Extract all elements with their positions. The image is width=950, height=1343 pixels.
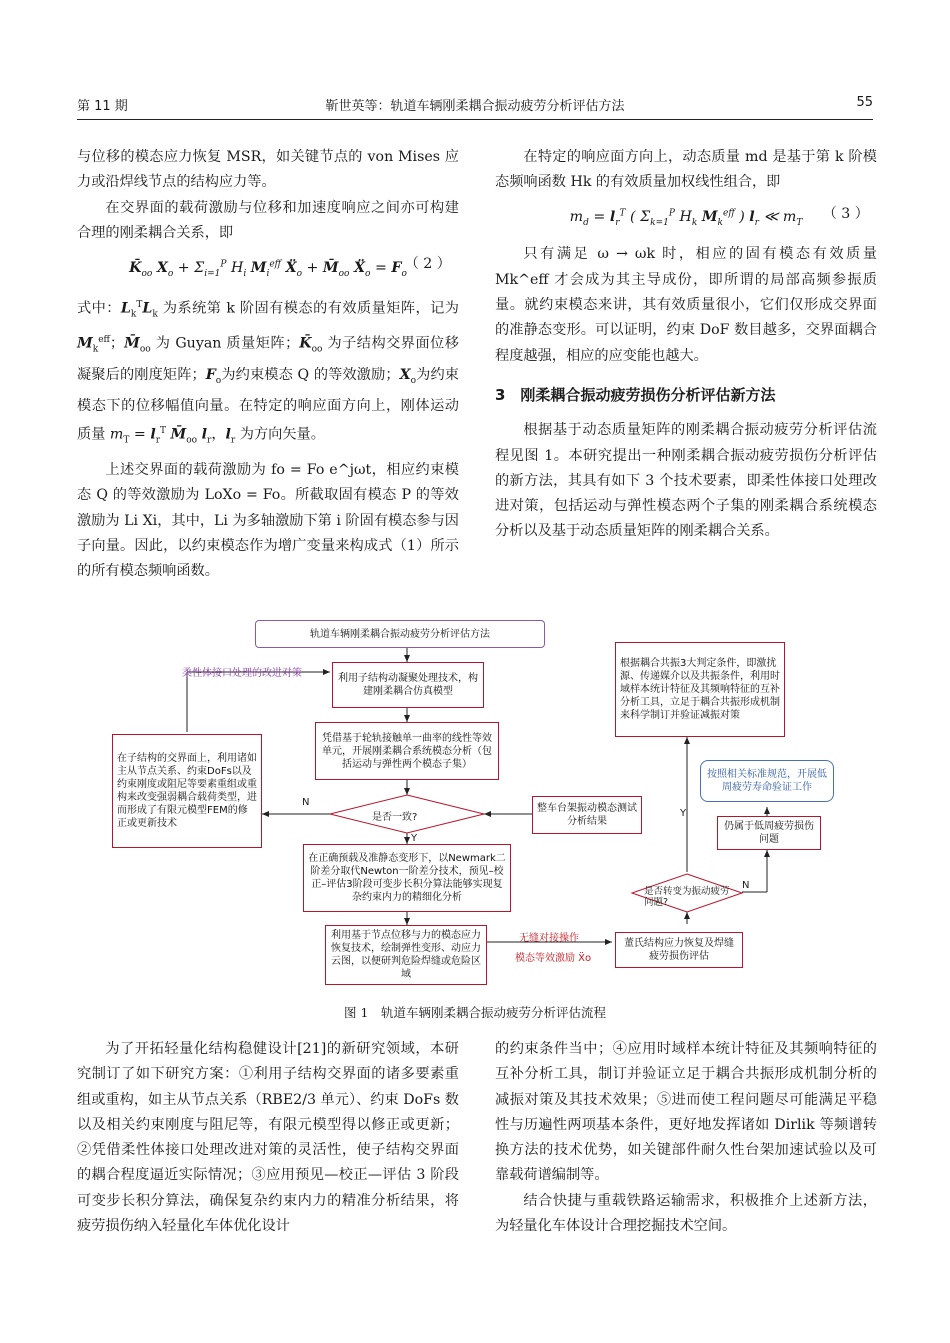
flow-box-modal-analysis: 凭借基于轮轨接触单一曲率的线性等效单元，开展刚柔耦合系统模态分析（包括运动与弹性两个模态子集） (315, 722, 499, 780)
left-column-bottom (77, 1037, 459, 1239)
running-header (77, 95, 873, 117)
section-heading: 3 刚柔耦合振动疲劳损伤分析评估新方法 (495, 385, 776, 404)
flow-box-low-cycle-validation: 按照相关标准规范，开展低周疲劳寿命验证工作 (700, 760, 834, 802)
running-title: 靳世英等：轨道车辆刚柔耦合振动疲劳分析评估方法 (325, 99, 625, 114)
equation-2: $K̄_{oo}$ $X_o + \Sigma_{i=1}^P$ $H_i$ $M_i^{eff}$ Ẍ$_o$ + $M̄_{oo}$ Ẍ$_o$ = $F_o$ （ 2 ） (77, 252, 459, 287)
issue-number: 第 11 期 (77, 99, 128, 114)
flow-box-integration: 在正确预载及准静态变形下，以Newmark二阶差分取代Newton一阶差分技术，预见–校正–评估3阶段可变步长积分算法能够实现复杂约束内力的精细化分析 (303, 844, 511, 912)
right-column-top (495, 145, 877, 545)
decision-1-no: N (302, 797, 310, 808)
decision-2-yes: Y (680, 808, 687, 819)
decision-2-no: N (742, 880, 750, 891)
para: 的约束条件当中；④应用时域样本统计特征及其频响特征的互补分析工具，制订并验证立足于耦合共振形成机制分析的减振对策及其技术效果；⑤进而使工程问题尽可能满足平稳性与历遍性两项基本条件，更好地发挥诸如 Dirlik 等频谱转换方法的技术优势，如关键部件耐久性台架加速试验以及可靠载荷谱编制等。 (495, 1041, 877, 1184)
flow-box-stress-recovery: 利用基于节点位移与力的模态应力恢复技术，绘制弹性变形、动应力云图，以便研判危险焊缝或危险区域 (325, 925, 487, 985)
seamless-label: 无缝对接操作 (519, 933, 579, 944)
decision-2-text: 是否转变为振动疲劳问题? (644, 886, 730, 908)
flow-box-bench-test: 整车台架振动模态测试分析结果 (532, 796, 642, 834)
right-column-bottom (495, 1037, 877, 1239)
flow-box-weld-fatigue: 董氏结构应力恢复及焊缝疲劳损伤评估 (615, 932, 743, 968)
flow-title-box: 轨道车辆刚柔耦合振动疲劳分析评估方法 (255, 620, 545, 648)
flow-box-fem-update: 在子结构的交界面上，利用诸如主从节点关系、约束DoFs以及约束刚度或阻尼等要素重组或重构来改变强弱耦合载荷类型，进而形成了有限元模型FEM的修正或更新技术 (112, 734, 262, 848)
equation-number: （ 3 ） (822, 205, 869, 222)
decision-1-text: 是否一致? (372, 812, 418, 823)
header-rule (77, 119, 873, 120)
para: 结合快捷与重载铁路运输需求，积极推介上述新方法，为轻量化车体设计合理挖掘技术空间。 (495, 1192, 877, 1235)
para: 只有满足 ω → ωk 时，相应的固有模态有效质量 Mk^eff 才会成为其主导成份，即所谓的局部高频参振质量。就约束模态来讲，其有效质量很小，它们仅形成交界面的准静态变形。可以证明，约束 DoF 数目越多，交界面耦合程度越强，相应的应变能也越大。 (495, 246, 877, 364)
page-number: 55 (856, 95, 873, 110)
equation-3: $m_d = l_r^T$ ( $\Sigma_{k=1}^P$ $H_k$ $M_k^{eff}$ ) $l_r$ ≪ $m_T$ （ 3 ） (495, 202, 877, 237)
figure-caption: 图 1 轨道车辆刚柔耦合振动疲劳分析评估流程 (344, 1005, 606, 1020)
flow-box-low-cycle: 仍属于低周疲劳损伤问题 (717, 816, 821, 850)
para: 上述交界面的载荷激励为 fo = Fo e^jωt，相应约束模态 Q 的等效激励为 LoXo = Fo。所截取固有模态 P 的等效激励为 Li Xi，其中，Li 为多轴激励下第 i 阶固有模态参与因子向量。因此，以约束模态作为增广变量来构成式（1）所示的所有模态频响函数。 (77, 462, 459, 580)
para: 与位移的模态应力恢复 MSR，如关键节点的 von Mises 应力或沿焊线节点的结构应力等。 (77, 149, 459, 191)
flex-interface-label: 柔性体接口处理的改进对策 (182, 668, 302, 679)
flow-box-resonance: 根据耦合共振3大判定条件，即激扰源、传递媒介以及共振条件，利用时域样本统计特征及其频响特征的互补分析工具，立足于耦合共振形成机制来科学制订并验证减振对策 (615, 642, 785, 737)
excitation-label: 模态等效激励 Ẍo (515, 953, 592, 964)
left-column-top (77, 145, 459, 585)
para: 在交界面的载荷激励与位移和加速度响应之间亦可构建合理的刚柔耦合关系，即 (77, 199, 459, 241)
para: 根据基于动态质量矩阵的刚柔耦合振动疲劳分析评估流程见图 1。本研究提出一种刚柔耦合振动疲劳损伤分析评估的新方法，其具有如下 3 个技术要素，即柔性体接口处理改进对策，包括运动与弹性模态两个子集的刚柔耦合系统模态分析以及基于动态质量矩阵的刚柔耦合关系。 (495, 422, 877, 540)
equation-number: （ 2 ） (404, 256, 451, 273)
para: 在特定的响应面方向上，动态质量 md 是基于第 k 阶模态频响函数 Hk 的有效质量加权线性组合，即 (495, 149, 877, 191)
para: 为了开拓轻量化结构稳健设计[21]的新研究领域，本研究制订了如下研究方案：①利用子结构交界面的诸多要素重组或重构，如主从节点关系（RBE2/3 单元）、约束 DoFs 数以及相关约束刚度与阻尼等，有限元模型得以修正或更新；②凭借柔性体接口处理改进对策的灵活性，使子结构交界面的耦合程度逼近实际情况；③应用预见—校正—评估 3 阶段可变步长积分算法，确保复杂约束内力的精准分析结果，将疲劳损伤纳入轻量化车体优化设计 (77, 1041, 459, 1235)
flowchart (77, 612, 877, 992)
para: 式中：$L_k^TL_k$ 为系统第 k 阶固有模态的有效质量矩阵，记为 $M_k^{eff}$；$M̄_{oo}$ 为 Guyan 质量矩阵；$K̄_{oo}$ 为子结构交界面位移凝聚后的刚度矩阵；$F_o$为约束模态 Q 的等效激励；$X_o$为约束模态下的位移幅值向量。在特定的响应面方向上，刚体运动质量 $m_T = l_r^T$ $M̄_{oo}$ $l_r$，$l_r$ 为方向矢量。 (77, 300, 459, 446)
flow-box-substructure: 利用子结构动凝聚处理技术，构建刚柔耦合仿真模型 (332, 662, 484, 708)
decision-1-yes: Y (411, 833, 418, 844)
